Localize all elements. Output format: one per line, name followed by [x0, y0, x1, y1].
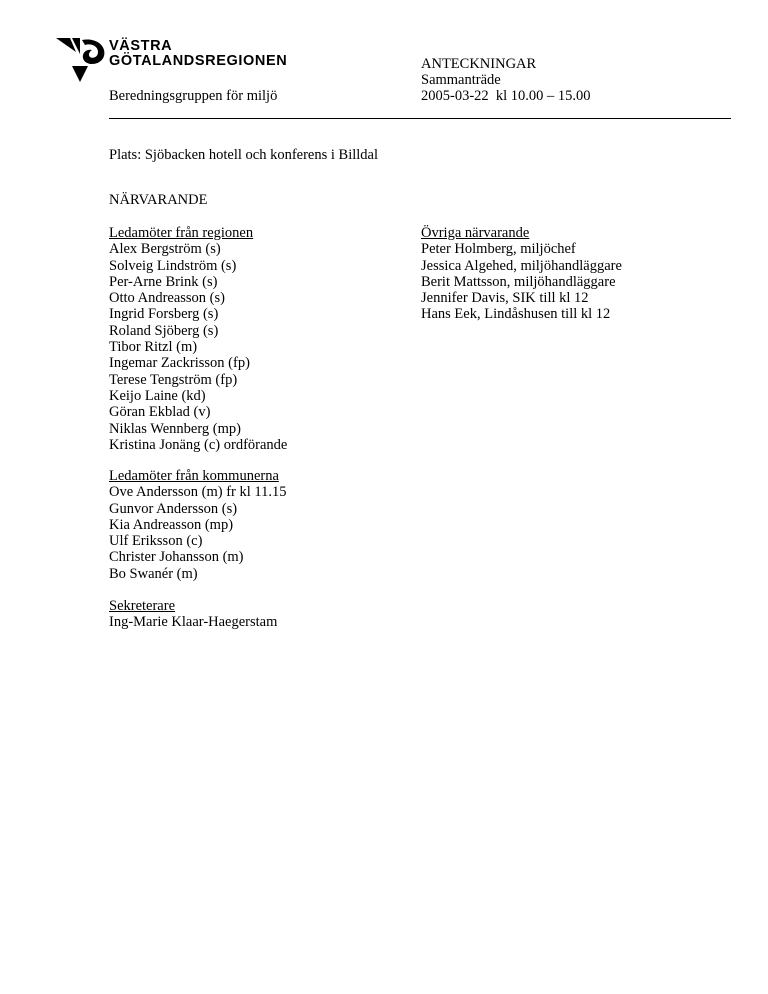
meeting-date-time: 2005-03-22 kl 10.00 – 15.00 [421, 88, 591, 104]
list-item: Göran Ekblad (v) [109, 404, 211, 421]
municipal-members-heading: Ledamöter från kommunerna [109, 468, 279, 484]
region-members-section [109, 225, 287, 453]
list-item: Ingemar Zackrisson (fp) [109, 355, 250, 372]
list-item: Ingrid Forsberg (s) [109, 306, 219, 323]
list-item: Bo Swanér (m) [109, 565, 198, 582]
list-item: Peter Holmberg, miljöchef [421, 241, 576, 258]
list-item: Berit Mattsson, miljöhandläggare [421, 273, 616, 290]
logo-mark-icon [56, 36, 108, 86]
list-item: Solveig Lindström (s) [109, 257, 237, 274]
list-item: Per-Arne Brink (s) [109, 273, 218, 290]
list-item: Ulf Eriksson (c) [109, 533, 203, 550]
others-present-section [421, 225, 622, 323]
header-divider [109, 118, 731, 119]
list-item: Terese Tengström (fp) [109, 371, 238, 388]
logo-wordmark [109, 39, 287, 69]
secretary-list [109, 614, 277, 630]
attendance-heading: NÄRVARANDE [109, 192, 208, 208]
committee-name: Beredningsgruppen för miljö [109, 88, 278, 104]
region-members-list [109, 241, 287, 453]
list-item: Otto Andreasson (s) [109, 290, 225, 307]
meeting-type: Sammanträde [421, 72, 501, 88]
secretary-heading: Sekreterare [109, 598, 176, 614]
list-item: Hans Eek, Lindåshusen till kl 12 [421, 306, 611, 323]
list-item: Tibor Ritzl (m) [109, 339, 198, 356]
list-item: Keijo Laine (kd) [109, 387, 206, 404]
list-item: Christer Johansson (m) [109, 549, 244, 566]
others-present-heading: Övriga närvarande [421, 225, 530, 241]
list-item: Ing-Marie Klaar-Haegerstam [109, 614, 278, 631]
list-item: Kristina Jonäng (c) ordförande [109, 436, 288, 453]
list-item: Jessica Algehed, miljöhandläggare [421, 257, 622, 274]
list-item: Jennifer Davis, SIK till kl 12 [421, 290, 589, 307]
list-item: Gunvor Andersson (s) [109, 500, 238, 517]
region-members-heading: Ledamöter från regionen [109, 225, 254, 241]
meeting-place: Plats: Sjöbacken hotell och konferens i Billdal [109, 147, 379, 163]
list-item: Niklas Wennberg (mp) [109, 420, 241, 437]
document-type: ANTECKNINGAR [421, 56, 537, 72]
logo-line-1: VÄSTRA [109, 38, 173, 54]
list-item: Kia Andreasson (mp) [109, 516, 234, 533]
list-item: Roland Sjöberg (s) [109, 322, 219, 339]
municipal-members-list [109, 484, 286, 582]
secretary-section [109, 598, 277, 631]
municipal-members-section [109, 468, 286, 582]
others-present-list [421, 241, 622, 322]
list-item: Alex Bergström (s) [109, 241, 221, 258]
logo-line-2: GÖTALANDSREGIONEN [109, 53, 288, 69]
list-item: Ove Andersson (m) fr kl 11.15 [109, 484, 287, 501]
